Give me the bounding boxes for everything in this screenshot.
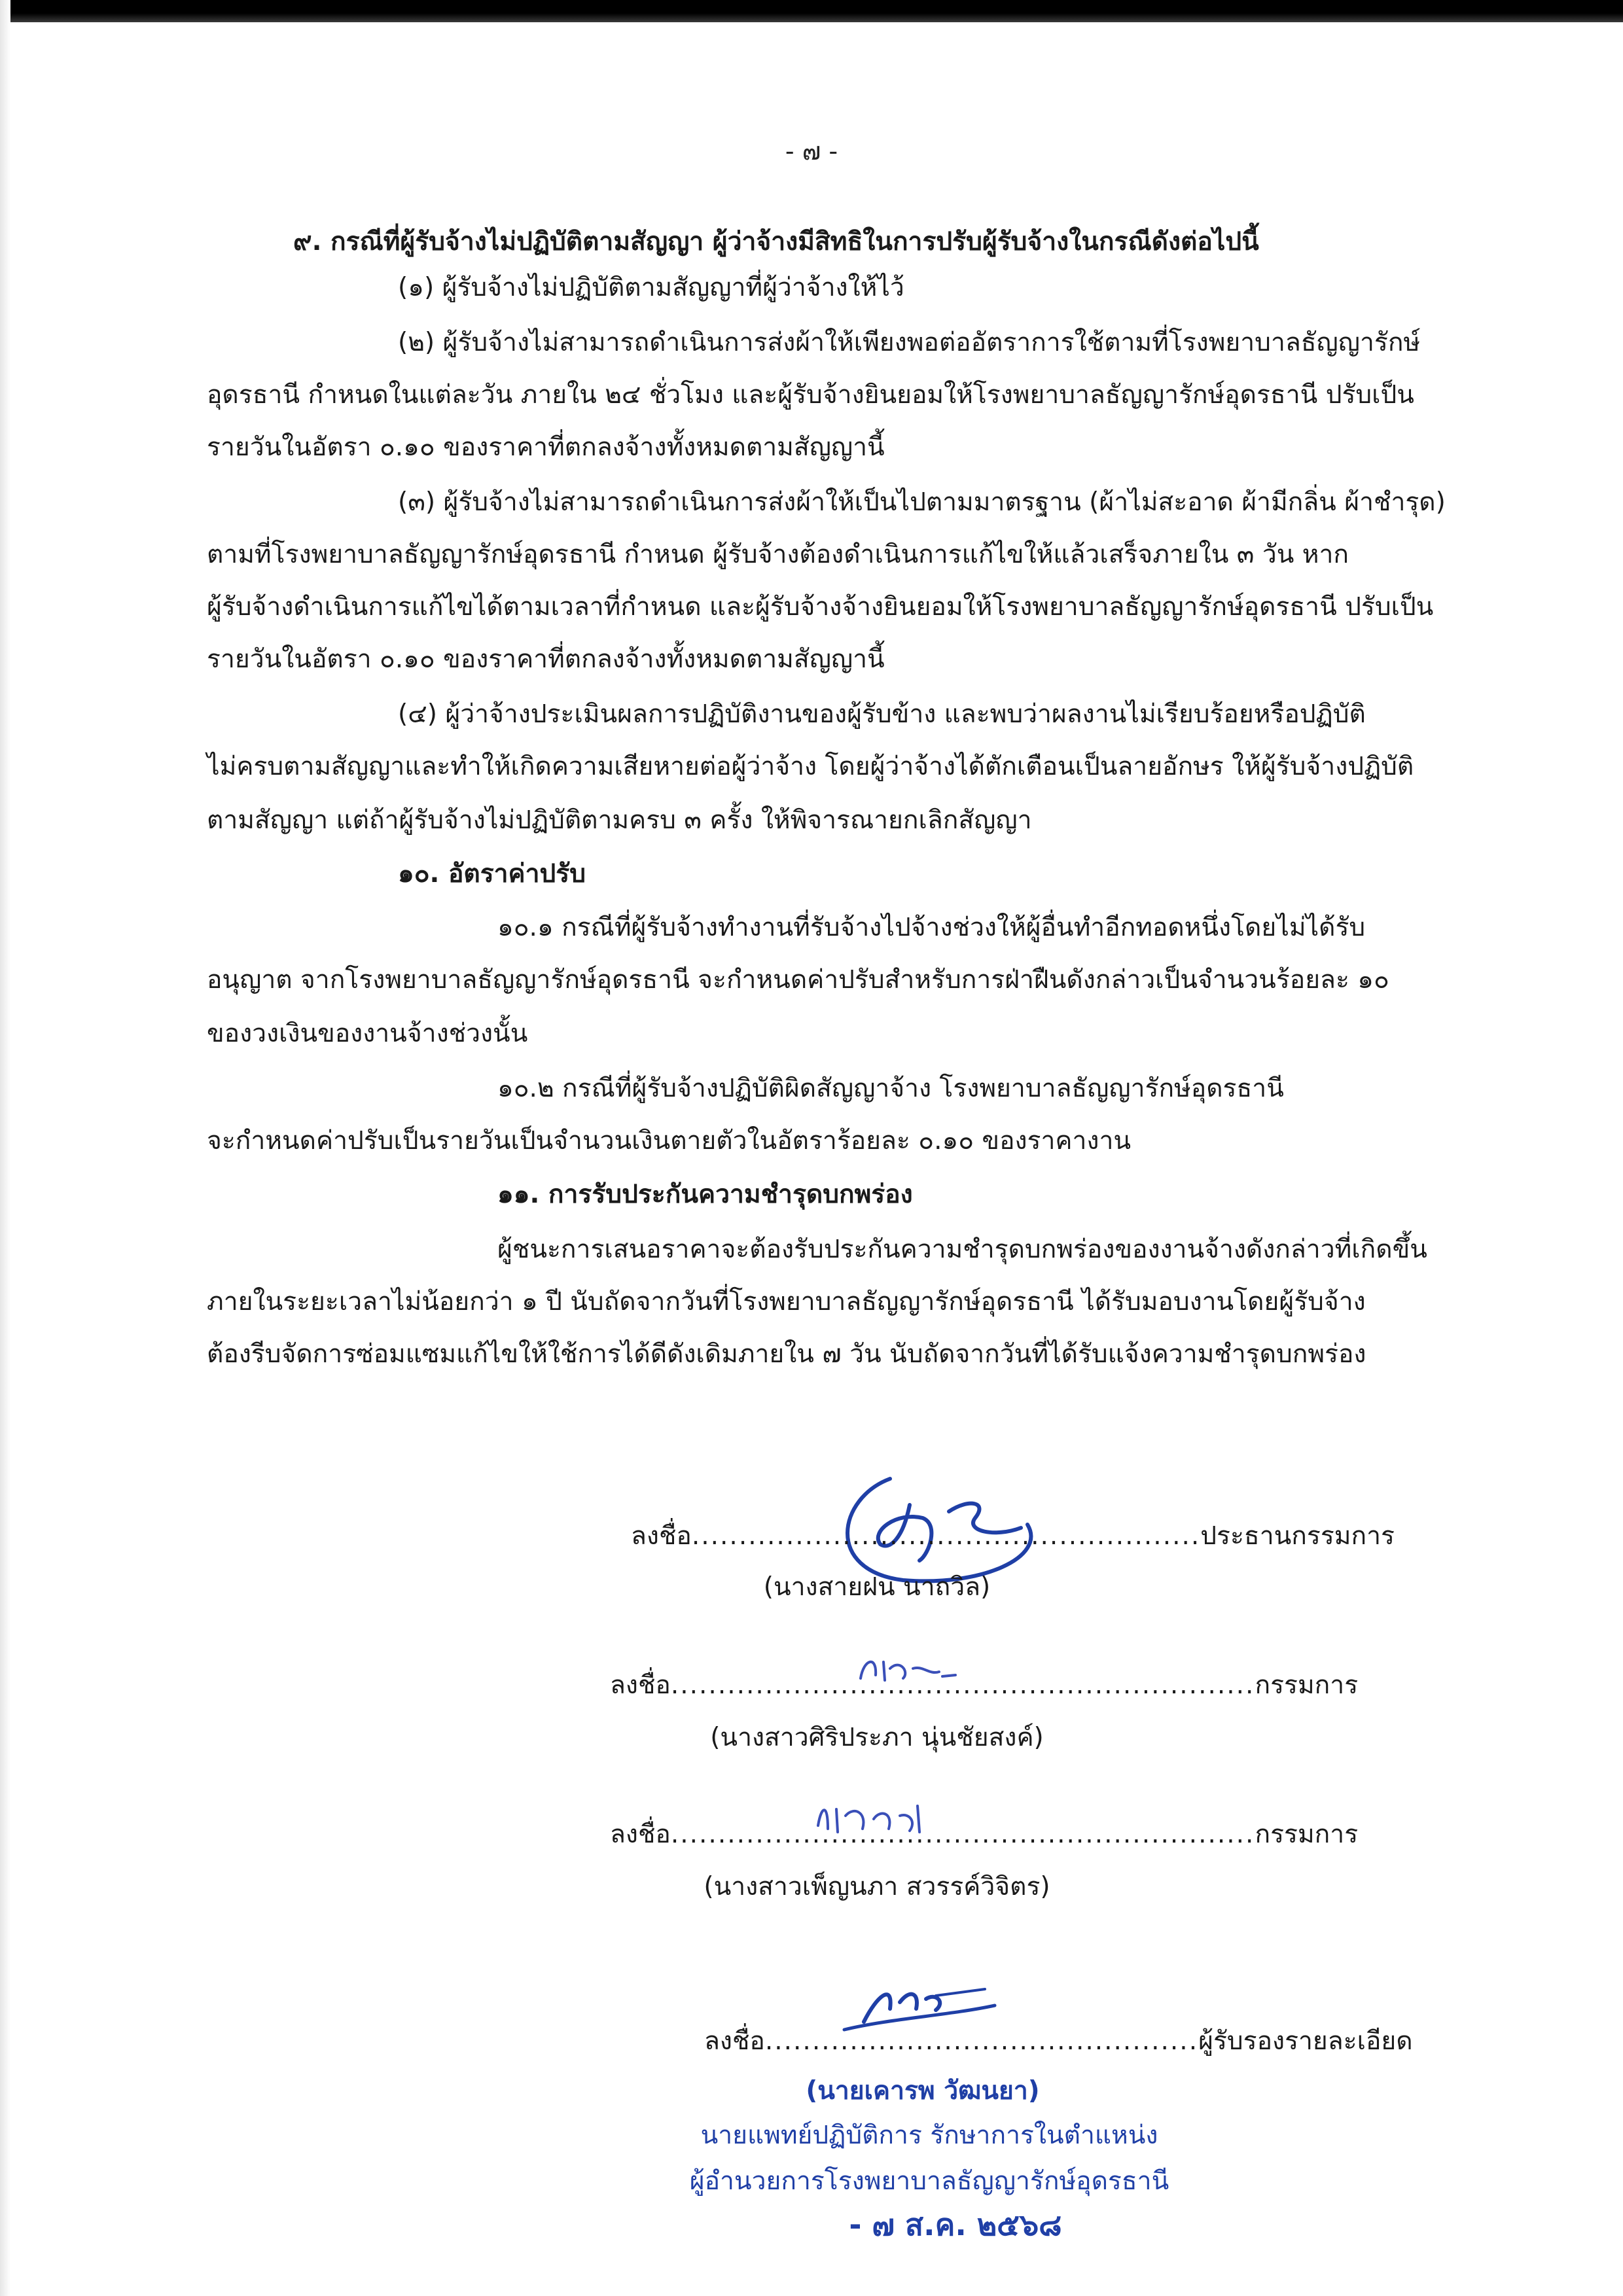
sign-dots: .............................................. — [764, 2026, 1199, 2056]
section-9-item-3-line-4: รายวันในอัตรา ๐.๑๐ ของราคาที่ตกลงจ้างทั้งหมดตามสัญญานี้ — [207, 645, 885, 674]
member-1-name: (นางสาวศิริประภา นุ่นชัยสงค์) — [710, 1723, 1044, 1752]
signature-line-member-1 — [610, 1667, 1358, 1704]
sign-dots: ...................................................... — [691, 1521, 1201, 1551]
approver-position-line-1: นายแพทย์ปฏิบัติการ รักษาการในตำแหน่ง — [700, 2121, 1158, 2150]
sign-dots: .............................................................. — [670, 1670, 1255, 1700]
section-9-item-3-line-3: ผู้รับจ้างดำเนินการแก้ไขได้ตามเวลาที่กำหนด และผู้รับจ้างจ้างยินยอมให้โรงพยาบาลธัญญารักษ์อุดรธานี ปรับเป็น — [207, 592, 1434, 622]
sign-label: ลงชื่อ — [704, 2026, 765, 2056]
chairman-name: (นางสายฝน นาถวิล) — [763, 1572, 991, 1602]
scan-top-edge — [0, 0, 1623, 22]
signature-line-member-2 — [610, 1816, 1358, 1853]
section-10-1-line-2: อนุญาต จากโรงพยาบาลธัญญารักษ์อุดรธานี จะกำหนดค่าปรับสำหรับการฝ่าฝืนดังกล่าวเป็นจำนวนร้อยละ ๑๐ — [207, 965, 1389, 995]
section-9-item-3-line-1: (๓) ผู้รับจ้างไม่สามารถดำเนินการส่งผ้าให้เป็นไปตามมาตรฐาน (ผ้าไม่สะอาด ผ้ามีกลิ่น ผ้าชำรุด) — [398, 487, 1446, 517]
sign-role: ผู้รับรองรายละเอียด — [1198, 2026, 1413, 2056]
section-9-item-4-line-3: ตามสัญญา แต่ถ้าผู้รับจ้างไม่ปฏิบัติตามครบ ๓ ครั้ง ให้พิจารณายกเลิกสัญญา — [207, 805, 1032, 835]
signature-line-chairman — [631, 1518, 1395, 1555]
section-10-1-line-1: ๑๐.๑ กรณีที่ผู้รับจ้างทำงานที่รับจ้างไปจ้างช่วงให้ผู้อื่นทำอีกทอดหนึ่งโดยไม่ได้รับ — [497, 913, 1366, 942]
sign-dots: .............................................................. — [670, 1820, 1255, 1849]
section-11-line-2: ภายในระยะเวลาไม่น้อยกว่า ๑ ปี นับถัดจากวันที่โรงพยาบาลธัญญารักษ์อุดรธานี ได้รับมอบงานโดยผู้รับจ้าง — [207, 1287, 1366, 1316]
signature-line-certifier — [704, 2023, 1413, 2060]
section-11-heading: ๑๑. การรับประกันความชำรุดบกพร่อง — [497, 1180, 913, 1209]
section-9-heading: ๙. กรณีที่ผู้รับจ้างไม่ปฏิบัติตามสัญญา ผู้ว่าจ้างมีสิทธิในการปรับผู้รับจ้างในกรณีดังต่อไปนี้ — [293, 227, 1259, 256]
section-9-item-1: (๑) ผู้รับจ้างไม่ปฏิบัติตามสัญญาที่ผู้ว่าจ้างให้ไว้ — [398, 273, 904, 302]
sign-role: กรรมการ — [1255, 1670, 1359, 1700]
section-9-item-4-line-1: (๔) ผู้ว่าจ้างประเมินผลการปฏิบัติงานของผู้รับข้าง และพบว่าผลงานไม่เรียบร้อยหรือปฏิบัติ — [398, 699, 1366, 729]
member-2-name: (นางสาวเพ็ญนภา สวรรค์วิจิตร) — [704, 1872, 1050, 1901]
section-10-2-line-2: จะกำหนดค่าปรับเป็นรายวันเป็นจำนวนเงินตายตัวในอัตราร้อยละ ๐.๑๐ ของราคางาน — [207, 1126, 1131, 1156]
section-11-line-1: ผู้ชนะการเสนอราคาจะต้องรับประกันความชำรุดบกพร่องของงานจ้างดังกล่าวที่เกิดขึ้น — [497, 1235, 1427, 1264]
sign-role: ประธานกรรมการ — [1200, 1521, 1395, 1551]
sign-label: ลงชื่อ — [610, 1820, 671, 1849]
section-10-heading: ๑๐. อัตราค่าปรับ — [398, 859, 586, 889]
sign-label: ลงชื่อ — [631, 1521, 692, 1551]
section-9-item-2-line-3: รายวันในอัตรา ๐.๑๐ ของราคาที่ตกลงจ้างทั้งหมดตามสัญญานี้ — [207, 433, 885, 462]
section-10-1-line-3: ของวงเงินของงานจ้างช่วงนั้น — [207, 1019, 528, 1048]
section-11-line-3: ต้องรีบจัดการซ่อมแซมแก้ไขให้ใช้การได้ดีดังเดิมภายใน ๗ วัน นับถัดจากวันที่ได้รับแจ้งความชำรุดบกพร่อง — [207, 1339, 1366, 1369]
approver-position-line-2: ผู้อำนวยการโรงพยาบาลธัญญารักษ์อุดรธานี — [689, 2166, 1169, 2196]
section-9-item-2-line-2: อุดรธานี กำหนดในแต่ละวัน ภายใน ๒๔ ชั่วโมง และผู้รับจ้างยินยอมให้โรงพยาบาลธัญญารักษ์อุดรธานี ปรับเป็น — [207, 380, 1414, 410]
section-10-2-line-1: ๑๐.๒ กรณีที่ผู้รับจ้างปฏิบัติผิดสัญญาจ้าง โรงพยาบาลธัญญารักษ์อุดรธานี — [497, 1074, 1284, 1103]
scan-left-edge — [0, 0, 10, 2296]
section-9-item-3-line-2: ตามที่โรงพยาบาลธัญญารักษ์อุดรธานี กำหนด ผู้รับจ้างต้องดำเนินการแก้ไขให้แล้วเสร็จภายใน ๓ วัน หาก — [207, 540, 1349, 569]
page-number: - ๗ - — [785, 137, 838, 166]
section-9-item-4-line-2: ไม่ครบตามสัญญาและทำให้เกิดความเสียหายต่อผู้ว่าจ้าง โดยผู้ว่าจ้างได้ตักเตือนเป็นลายอักษร ให้ผู้รับจ้างปฏิบัติ — [207, 752, 1414, 781]
section-9-item-2-line-1: (๒) ผู้รับจ้างไม่สามารถดำเนินการส่งผ้าให้เพียงพอต่ออัตราการใช้ตามที่โรงพยาบาลธัญญารักษ์ — [398, 328, 1421, 357]
sign-role: กรรมการ — [1255, 1820, 1359, 1849]
sign-label: ลงชื่อ — [610, 1670, 671, 1700]
approver-name: (นายเคารพ วัฒนยา) — [806, 2076, 1040, 2106]
approval-date-stamp: - ๗ ส.ค. ๒๕๖๘ — [849, 2207, 1062, 2242]
